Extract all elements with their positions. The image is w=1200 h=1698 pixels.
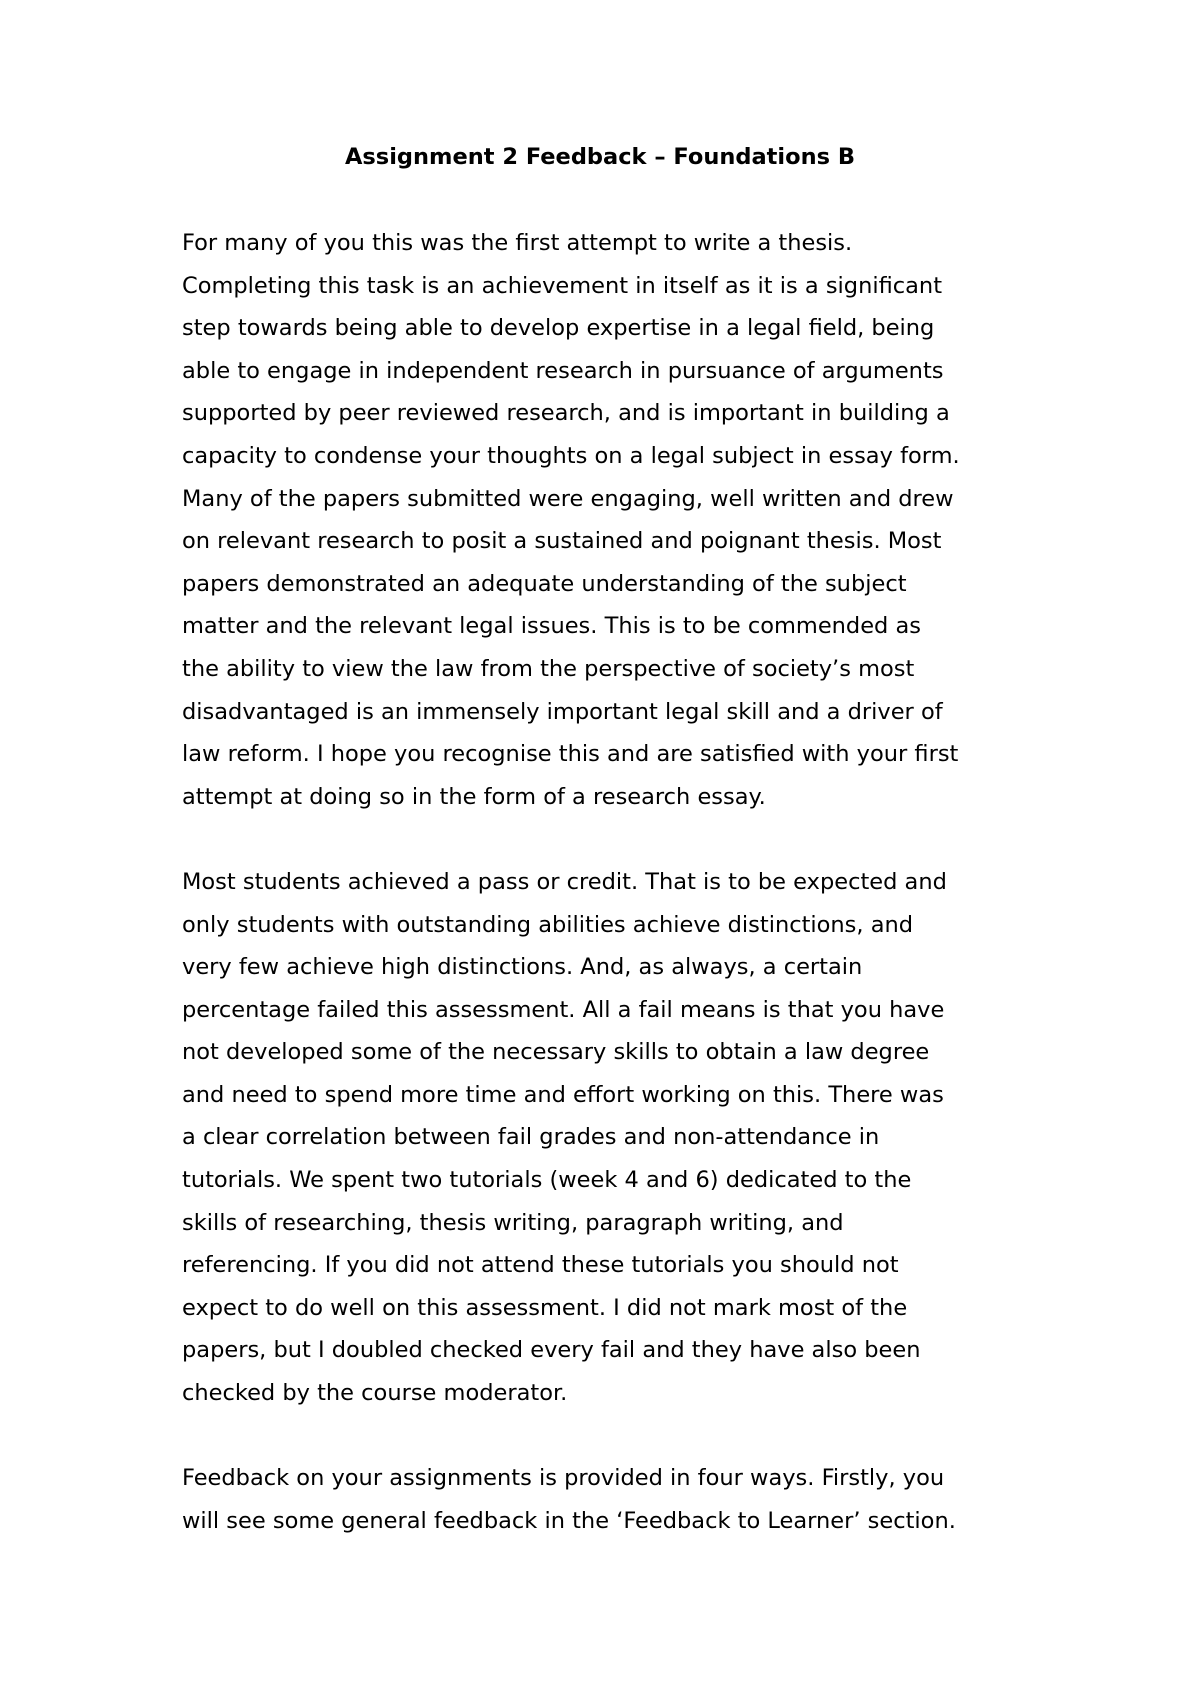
document-body	[182, 222, 1042, 1542]
paragraph-line: able to engage in independent research in pursuance of arguments	[182, 357, 944, 384]
paragraph-1	[182, 222, 1042, 818]
paragraph-line: papers demonstrated an adequate understanding of the subject	[182, 570, 907, 597]
paragraph-3	[182, 1457, 1042, 1542]
paragraph-line: attempt at doing so in the form of a research essay.	[182, 783, 766, 810]
paragraph-spacer	[182, 818, 1042, 861]
paragraph-line: will see some general feedback in the ‘Feedback to Learner’ section.	[182, 1507, 956, 1534]
paragraph-line: disadvantaged is an immensely important legal skill and a driver of	[182, 698, 943, 725]
paragraph-spacer	[182, 1415, 1042, 1458]
paragraph-line: the ability to view the law from the perspective of society’s most	[182, 655, 915, 682]
paragraph-line: on relevant research to posit a sustained and poignant thesis. Most	[182, 528, 942, 555]
paragraph-line: Feedback on your assignments is provided in four ways. Firstly, you	[182, 1465, 945, 1492]
paragraph-line: step towards being able to develop expertise in a legal field, being	[182, 315, 935, 342]
paragraph-line: skills of researching, thesis writing, paragraph writing, and	[182, 1209, 844, 1236]
document-title: Assignment 2 Feedback – Foundations B	[345, 144, 855, 170]
paragraph-line: supported by peer reviewed research, and is important in building a	[182, 400, 950, 427]
paragraph-line: law reform. I hope you recognise this and are satisfied with your first	[182, 741, 959, 768]
paragraph-line: percentage failed this assessment. All a fail means is that you have	[182, 996, 945, 1023]
paragraph-line: Completing this task is an achievement in itself as it is a significant	[182, 272, 943, 299]
paragraph-line: matter and the relevant legal issues. This is to be commended as	[182, 613, 921, 640]
paragraph-2	[182, 861, 1042, 1415]
paragraph-line: capacity to condense your thoughts on a legal subject in essay form.	[182, 442, 960, 469]
paragraph-line: a clear correlation between fail grades and non-attendance in	[182, 1124, 880, 1151]
paragraph-line: and need to spend more time and effort working on this. There was	[182, 1081, 944, 1108]
paragraph-line: only students with outstanding abilities achieve distinctions, and	[182, 911, 914, 938]
paragraph-line: referencing. If you did not attend these tutorials you should not	[182, 1252, 899, 1279]
paragraph-line: For many of you this was the first attempt to write a thesis.	[182, 230, 853, 256]
paragraph-line: papers, but I doubled checked every fail and they have also been	[182, 1337, 921, 1364]
paragraph-line: very few achieve high distinctions. And, as always, a certain	[182, 954, 863, 981]
paragraph-line: not developed some of the necessary skills to obtain a law degree	[182, 1039, 930, 1066]
paragraph-line: Most students achieved a pass or credit. That is to be expected and	[182, 868, 947, 895]
paragraph-line: checked by the course moderator.	[182, 1380, 568, 1407]
paragraph-line: Many of the papers submitted were engaging, well written and drew	[182, 485, 954, 512]
paragraph-line: expect to do well on this assessment. I did not mark most of the	[182, 1294, 908, 1321]
paragraph-line: tutorials. We spent two tutorials (week 4 and 6) dedicated to the	[182, 1167, 912, 1194]
